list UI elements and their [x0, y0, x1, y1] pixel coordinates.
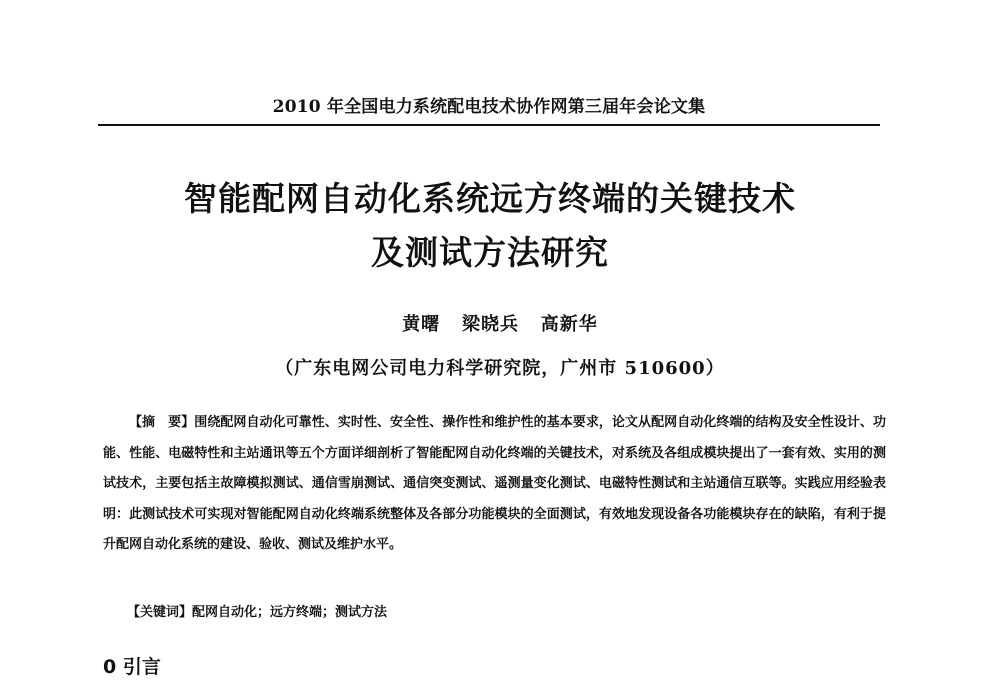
section-title: 引言 — [122, 656, 161, 678]
author-affiliation: （广东电网公司电力科学研究院，广州市 510600） — [275, 358, 725, 379]
section-heading — [103, 652, 161, 679]
author-list: 黄曙 梁晓兵 高新华 — [402, 314, 598, 335]
abstract-text: 围绕配网自动化可靠性、实时性、安全性、操作性和维护性的基本要求，论文从配网自动化终端的结构及安全性设计、功能、性能、电磁特性和主站通讯等五个方面详细剖析了智能配网自动化终端的关键技术，对系统及各组成模块提出了一套有效、实用的测试技术，主要包括主故障模拟测试、通信雪崩测试、通信突变测试、遥测量变化测试、电磁特性测试和主站通信互联等。实践应用经验表明：此测试技术可实现对智能配网自动化终端系统整体及各部分功能模块的全面测试，有效地发现设备各功能模块存在的缺陷，有利于提升配网自动化系统的建设、验收、测试及维护水平。 — [103, 415, 886, 552]
keywords-label: 【关键词】 — [127, 605, 193, 620]
paper-title-line-1: 智能配网自动化系统远方终端的关键技术 — [184, 179, 796, 218]
keywords — [127, 601, 387, 620]
header-rule — [98, 124, 880, 126]
abstract — [103, 408, 886, 561]
proceedings-header: 2010 年全国电力系统配电技术协作网第三届年会论文集 — [272, 97, 706, 117]
section-number: 0 — [103, 656, 117, 678]
paper-title-line-2: 及测试方法研究 — [371, 233, 609, 272]
keywords-text: 配网自动化；远方终端；测试方法 — [192, 605, 388, 620]
abstract-label: 【摘 要】 — [129, 415, 195, 430]
